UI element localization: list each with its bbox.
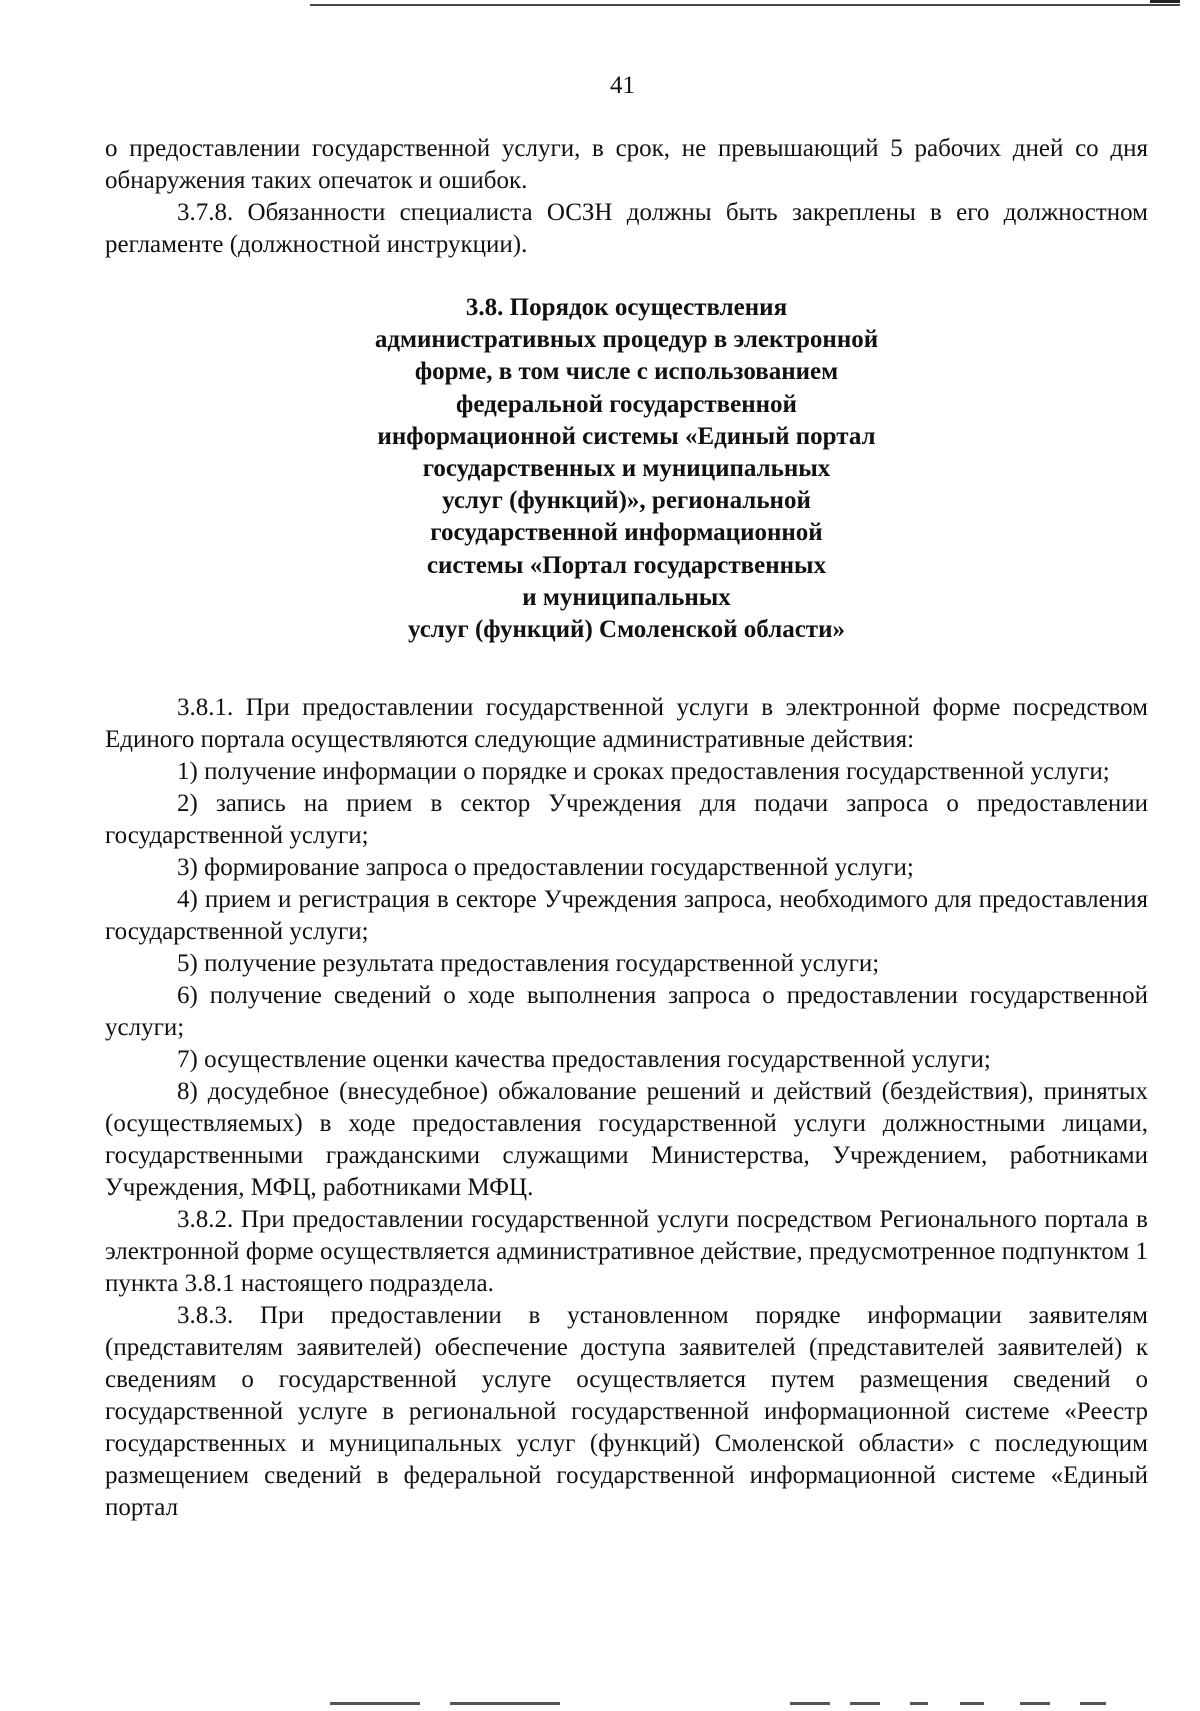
paragraph-3-8-3: 3.8.3. При предоставлении в установленном порядке информации заявителям (представителям заявителей) обеспечение доступа заявителей (представителей заявителей) к сведениям о государственной услуге осуществляется путем размещения сведений о государственной услуге в региональной государственной информационной системе «Реестр государственных и муниципальных услуг (функций) Смоленской области» с последующим размещением сведений в федеральной государственной информационной системе «Единый портал [105, 1302, 1148, 1521]
heading-line: государственной информационной [430, 519, 823, 547]
intro-section [105, 133, 1148, 261]
heading-line: федеральной государственной [456, 390, 797, 418]
paragraph-3-8-1: 3.8.1. При предоставлении государственной услуги в электронной форме посредством Единого портала осуществляются следующие административные действия: [105, 694, 1148, 753]
heading-line: и муниципальных [522, 583, 731, 611]
heading-line: государственных и муниципальных [422, 455, 831, 483]
heading-line: 3.8. Порядок осуществления [465, 294, 788, 321]
list-item-2: 2) запись на прием в сектор Учреждения для подачи запроса о предоставлении государственной услуги; [105, 790, 1148, 849]
scan-bottom-edge [330, 1700, 1130, 1708]
list-item-5: 5) получение результата предоставления государственной услуги; [177, 950, 880, 977]
section-heading-3-8 [105, 292, 1148, 646]
heading-line: административных процедур в электронной [374, 326, 879, 354]
page-number: 41 [610, 72, 635, 99]
heading-line: форме, в том числе с использованием [414, 358, 839, 386]
scan-top-edge-mark [1150, 0, 1180, 3]
heading-line: услуг (функций) Смоленской области» [407, 616, 845, 644]
list-item-1: 1) получение информации о порядке и сроках предоставления государственной услуги; [177, 758, 1110, 785]
heading-line: услуг (функций)», региональной [442, 487, 811, 515]
list-item-8: 8) досудебное (внесудебное) обжалование решений и действий (бездействия), принятых (осуществляемых) в ходе предоставления государственной услуги должностными лицами, государственными гражданскими служащими Министерства, Учреждением, работниками Учреждения, МФЦ, работниками МФЦ. [105, 1078, 1148, 1201]
list-item-3: 3) формирование запроса о предоставлении государственной услуги; [177, 854, 914, 881]
paragraph-3-8-2: 3.8.2. При предоставлении государственной услуги посредством Регионального портала в электронной форме осуществляется административное действие, предусмотренное подпунктом 1 пункта 3.8.1 настоящего подраздела. [105, 1206, 1148, 1297]
paragraph-continuation: о предоставлении государственной услуги, в срок, не превышающий 5 рабочих дней со дня обнаружения таких опечаток и ошибок. [105, 135, 1148, 194]
list-item-7: 7) осуществление оценки качества предоставления государственной услуги; [177, 1046, 991, 1073]
paragraph-3-7-8: 3.7.8. Обязанности специалиста ОСЗН должны быть закреплены в его должностном регламенте (должностной инструкции). [105, 199, 1148, 258]
heading-line: информационной системы «Единый портал [377, 422, 876, 450]
list-item-4: 4) прием и регистрация в секторе Учреждения запроса, необходимого для предоставления государственной услуги; [105, 886, 1148, 945]
scan-top-edge [310, 4, 1180, 6]
list-item-6: 6) получение сведений о ходе выполнения запроса о предоставлении государственной услуги; [105, 982, 1148, 1041]
heading-line: системы «Портал государственных [426, 551, 827, 579]
body-section [105, 692, 1148, 1524]
